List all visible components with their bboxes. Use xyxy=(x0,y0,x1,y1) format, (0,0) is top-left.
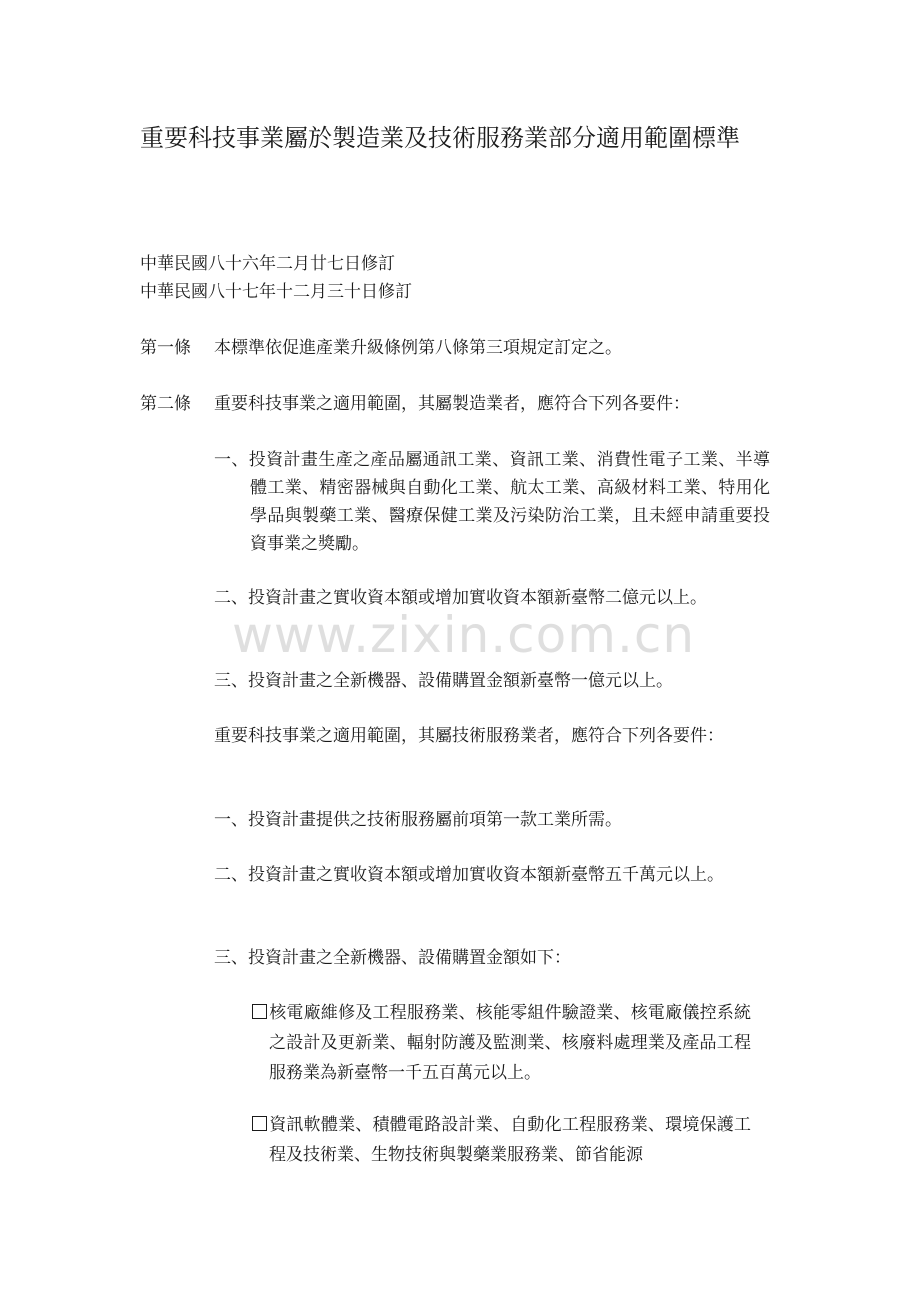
checkbox-square-icon xyxy=(252,1004,267,1019)
checkbox-square-icon xyxy=(252,1116,267,1131)
sub-item xyxy=(252,998,751,1088)
service-item-1: 一、投資計畫提供之技術服務屬前項第一款工業所需。 xyxy=(214,810,622,830)
service-item-3: 三、投資計畫之全新機器、設備購置金額如下： xyxy=(214,948,571,968)
document-title: 重要科技事業屬於製造業及技術服務業部分適用範圍標準 xyxy=(140,124,740,152)
sub-item-text: 資訊軟體業、積體電路設計業、自動化工程服務業、環境保護工程及技術業、生物技術與製藥業服務業、節省能源 xyxy=(269,1115,751,1165)
manufacturing-item-2: 二、投資計畫之實收資本額或增加實收資本額新臺幣二億元以上。 xyxy=(214,588,707,608)
watermark: www.zixin.com.cn xyxy=(232,606,696,664)
revision-date-1: 中華民國八十六年二月廿七日修訂 xyxy=(140,254,395,274)
article-text: 重要科技事業之適用範圍，其屬製造業者，應符合下列各要件： xyxy=(214,394,690,414)
article-number: 第一條 xyxy=(140,338,191,358)
revision-date-2: 中華民國八十七年十二月三十日修訂 xyxy=(140,282,412,302)
service-paragraph: 重要科技事業之適用範圍，其屬技術服務業者，應符合下列各要件： xyxy=(214,726,724,746)
sub-item xyxy=(252,1110,751,1170)
manufacturing-item-3: 三、投資計畫之全新機器、設備購置金額新臺幣一億元以上。 xyxy=(214,671,673,691)
manufacturing-item-1: 一、投資計畫生產之產品屬通訊工業、資訊工業、消費性電子工業、半導體工業、精密器械與自動化工業、航太工業、高級材料工業、特用化學品與製藥工業、醫療保健工業及污染防治工業，且未經申請重要投資事業之獎勵。 xyxy=(214,450,770,554)
service-item-2: 二、投資計畫之實收資本額或增加實收資本額新臺幣五千萬元以上。 xyxy=(214,865,724,885)
sub-item-text: 核電廠維修及工程服務業、核能零組件驗證業、核電廠儀控系統之設計及更新業、輻射防護及監測業、核廢料處理業及產品工程服務業為新臺幣一千五百萬元以上。 xyxy=(269,1003,751,1083)
article-1 xyxy=(140,335,740,361)
article-2 xyxy=(140,391,740,417)
article-text: 本標準依促進產業升級條例第八條第三項規定訂定之。 xyxy=(214,338,622,358)
article-number: 第二條 xyxy=(140,394,191,414)
